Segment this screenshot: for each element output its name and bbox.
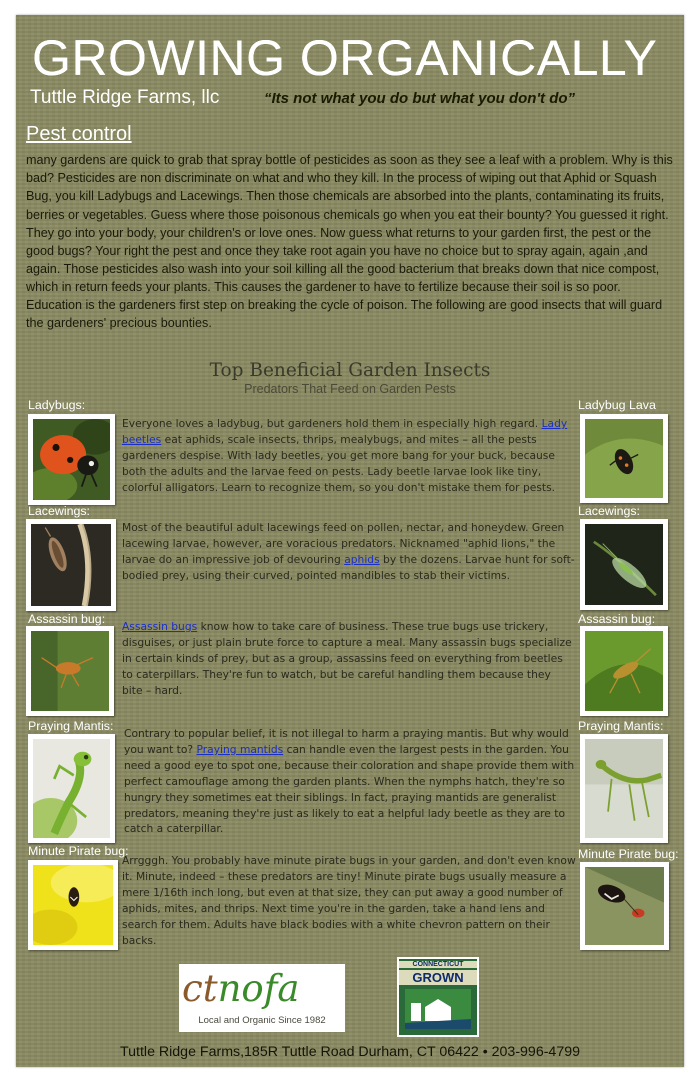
assassin-bug-description: Assassin bugs know how to take care of business. These true bugs use trickery, disguises, or just plain brute force to capture a meal. Many assassin bugs specialize in certain kinds of prey, but as a group, assassins feed on everything from beetles to caterpillars. They're fun to watch, but be careful handling them because they bite – hard. — [122, 620, 572, 697]
poster — [16, 15, 684, 1067]
ladybug-larva-label: Ladybug Lava — [578, 398, 656, 412]
ct-grown-emblem — [405, 989, 471, 1029]
minute-pirate-bug-photo — [28, 860, 118, 950]
lacewing-adult-photo — [580, 519, 668, 610]
praying-mantis-label: Praying Mantis: — [28, 719, 114, 733]
footer-address: Tuttle Ridge Farms,185R Tuttle Road Durham, CT 06422 • 203-996-4799 — [120, 1044, 580, 1060]
praying-mantis-right-label: Praying Mantis: — [578, 719, 664, 733]
praying-mantis-right-photo — [580, 734, 668, 843]
farm-name: Tuttle Ridge Farms, llc — [30, 87, 220, 108]
aphids-link[interactable]: aphids — [344, 552, 380, 566]
minute-pirate-bug-right-photo — [580, 862, 669, 950]
ctnofa-caption: Local and Organic Since 1982 — [198, 1015, 326, 1026]
praying-mantis-description: Contrary to popular belief, it is not illegal to harm a praying mantis. But why would you want to? Praying mantids can handle even the largest pests in the garden. You need a good eye to spot one, because their coloration and shape provide them with perfect camouflage among the garden plants. When the nymphs hatch, they're so hungry they sometimes eat their siblings. In fact, praying mantids are generalist predators, meaning they're just as likely to eat a helpful lady beetle as they are to catch a caterpillar. — [124, 727, 575, 836]
ladybug-photo — [28, 414, 115, 505]
minute-pirate-bug-description: Arrgggh. You probably have minute pirate bugs in your garden, and don't even know it. Minute, indeed – these predators are tiny! Minute pirate bugs usually measure a mere 1/16th inch long, but even at that size, they can put away a good number of aphids, mites, and thrips. Next time you're in the garden, take a hand lens and search for them. Adults have black bodies with a white chevron pattern on their backs. — [122, 854, 576, 947]
ladybug-larva-photo — [580, 414, 668, 503]
lacewing-larva-photo — [26, 519, 116, 611]
ct-grown-bottom-text: GROWN — [399, 970, 477, 985]
praying-mantis-photo — [28, 734, 115, 843]
tagline: “Its not what you do but what you don't do” — [264, 90, 576, 107]
assassin-bug-right-photo — [580, 626, 668, 716]
pest-control-heading: Pest control — [26, 123, 132, 145]
ctnofa-logo-text: ctnofa — [182, 967, 300, 1010]
insects-section-title: Top Beneficial Garden Insects — [209, 360, 491, 381]
pest-control-intro: many gardens are quick to grab that spray bottle of pesticides as soon as they see a leaf with a problem. Why is this bad? Pesticides are non discriminate on what and who they kill. In the process of wiping out that Aphid or Squash Bug, you kill Ladybugs and Lacewings. Then those chemicals are absorbed into the plants, contaminating its fruits, berries or vegetables. Guess where those poisonous chemicals go when you eat their bounty? You guessed it right. They go into your body, your children's or love ones. Now guess what returns to your garden first, the pest or the good bugs? Your right the pest and once they take root again you have no choice but to spray again, again ,and again. Those pesticides also wash into your soil killing all the good bacterium that breaks down that nice compost, which in return feeds your plants. This causes the gardener to have to fertilize because their soil is so poor. — [26, 153, 673, 295]
minute-pirate-bug-right-label: Minute Pirate bug: — [578, 847, 679, 861]
lacewings-description: Most of the beautiful adult lacewings feed on pollen, nectar, and honeydew. Green lacewing larvae, however, are voracious predators. Nicknamed "aphid lions," the larvae do an impressive job of devouring aphids by the dozens. Larvae hunt for soft-bodied prey, using their curved, pointed mandibles to stab their victims. — [122, 521, 575, 582]
assassin-bug-photo — [26, 626, 114, 716]
lacewings-label: Lacewings: — [28, 504, 90, 518]
praying-mantids-link[interactable]: Praying mantids — [196, 742, 284, 756]
lacewings-right-label: Lacewings: — [578, 504, 640, 518]
ctnofa-logo — [179, 964, 345, 1032]
ct-grown-logo — [397, 957, 479, 1037]
insects-section-subtitle: Predators That Feed on Garden Pests — [244, 382, 456, 396]
education-paragraph: Education is the gardeners first step on breaking the cycle of poison. The following are good insects that will guard the gardeners' precious bounties. — [26, 298, 663, 331]
assassin-bugs-link[interactable]: Assassin bugs — [122, 620, 198, 633]
page-title: GROWING ORGANICALLY — [32, 30, 658, 86]
ladybugs-description: Everyone loves a ladybug, but gardeners hold them in especially high regard. Lady beetles eat aphids, scale insects, thrips, mealybugs, and mites – all the pests gardeners despise. With lady beetles, you get more bang for your buck, because both the adults and the larvae feed on pests. Lady beetle larvae look like tiny, colorful alligators. Learn to recognize them, so you don't mistake them for pests. — [122, 417, 568, 494]
ct-grown-top-text: CONNECTICUT — [399, 961, 477, 968]
minute-pirate-bug-label: Minute Pirate bug: — [28, 844, 129, 858]
ladybugs-label: Ladybugs: — [28, 398, 86, 412]
assassin-bug-label: Assassin bug: — [28, 612, 106, 626]
lady-beetles-link[interactable]: Lady beetles — [122, 417, 568, 446]
assassin-bug-right-label: Assassin bug: — [578, 612, 656, 626]
